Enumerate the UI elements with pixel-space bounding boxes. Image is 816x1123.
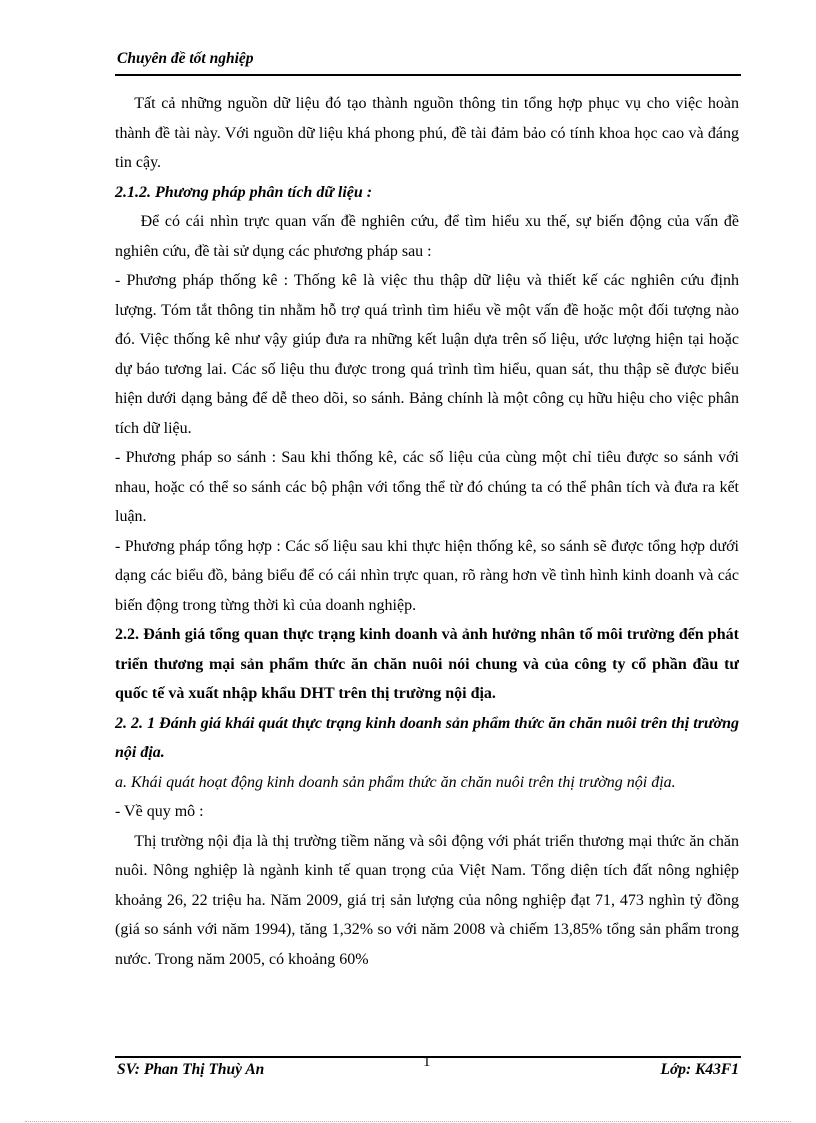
page-footer	[115, 1056, 741, 1086]
paragraph-comparison-method: - Phương pháp so sánh : Sau khi thống kê, các số liệu của cùng một chỉ tiêu được so sánh với nhau, hoặc có thể so sánh các bộ phận với tổng thể từ đó chúng ta có thể phân tích và đưa ra kết luận.	[115, 449, 739, 525]
class-label: Lớp: K43F1	[660, 1061, 739, 1078]
paragraph-intro: Tất cả những nguồn dữ liệu đó tạo thành nguồn thông tin tổng hợp phục vụ cho việc hoàn thành đề tài này. Với nguồn dữ liệu khá phong phú, đề tài đảm bảo có tính khoa học cao và đáng tin cậy.	[115, 95, 739, 171]
paragraph-scale-label: - Về quy mô :	[115, 803, 204, 820]
page-number: 1	[423, 1054, 431, 1070]
paragraph-synthesis-method: - Phương pháp tổng hợp : Các số liệu sau khi thực hiện thống kê, so sánh sẽ được tổng hợp dưới dạng các biểu đồ, bảng biểu để có cái nhìn trực quan, rõ ràng hơn về tình hình kinh doanh và các biến động trong từng thời kì của doanh nghiệp.	[115, 537, 739, 614]
page-bottom-divider	[25, 1121, 791, 1122]
page-header	[115, 49, 741, 76]
paragraph-methods-intro: Để có cái nhìn trực quan vấn đề nghiên cứu, để tìm hiểu xu thế, sự biến động của vấn đề nghiên cứu, đề tài sử dụng các phương pháp sau :	[115, 213, 739, 260]
heading-a: a. Khái quát hoạt động kinh doanh sản phẩm thức ăn chăn nuôi trên thị trường nội địa.	[115, 773, 676, 791]
heading-2-2-1: 2. 2. 1 Đánh giá khái quát thực trạng kinh doanh sản phẩm thức ăn chăn nuôi trên thị trường nội địa.	[115, 714, 739, 761]
document-title: Chuyên đề tốt nghiệp	[117, 50, 254, 67]
paragraph-statistics-method: - Phương pháp thống kê : Thống kê là việc thu thập dữ liệu và thiết kế các nghiên cứu định lượng. Tóm tắt thông tin nhằm hỗ trợ quá trình tìm hiểu về một vấn đề hoặc một đối tượng nào đó. Việc thống kê như vậy giúp đưa ra những kết luận dựa trên số liệu, ước lượng hiện tại hoặc dự báo tương lai. Các số liệu thu được trong quá trình tìm hiểu, quan sát, thu thập sẽ được biểu hiện dưới dạng bảng để dễ theo dõi, so sánh. Bảng chính là một công cụ hữu hiệu cho việc phân tích dữ liệu.	[115, 272, 739, 437]
heading-2-2: 2.2. Đánh giá tổng quan thực trạng kinh doanh và ảnh hưởng nhân tố môi trường đến phát triển thương mại sản phẩm thức ăn chăn nuôi nói chung và của công ty cổ phần đầu tư quốc tế và xuất nhập khẩu DHT trên thị trường nội địa.	[115, 626, 739, 702]
heading-2-1-2: 2.1.2. Phương pháp phân tích dữ liệu :	[115, 183, 373, 201]
body-text	[115, 89, 739, 974]
paragraph-domestic-market: Thị trường nội địa là thị trường tiềm năng và sôi động với phát triển thương mại thức ăn chăn nuôi. Nông nghiệp là ngành kinh tế quan trọng của Việt Nam. Tổng diện tích đất nông nghiệp khoảng 26, 22 triệu ha. Năm 2009, giá trị sản lượng của nông nghiệp đạt 71, 473 nghìn tỷ đồng (giá so sánh với năm 1994), tăng 1,32% so với năm 2008 và chiếm 13,85% tổng sản phẩm trong nước. Trong năm 2005, có khoảng 60%	[115, 832, 739, 968]
student-name: SV: Phan Thị Thuỳ An	[117, 1061, 265, 1078]
